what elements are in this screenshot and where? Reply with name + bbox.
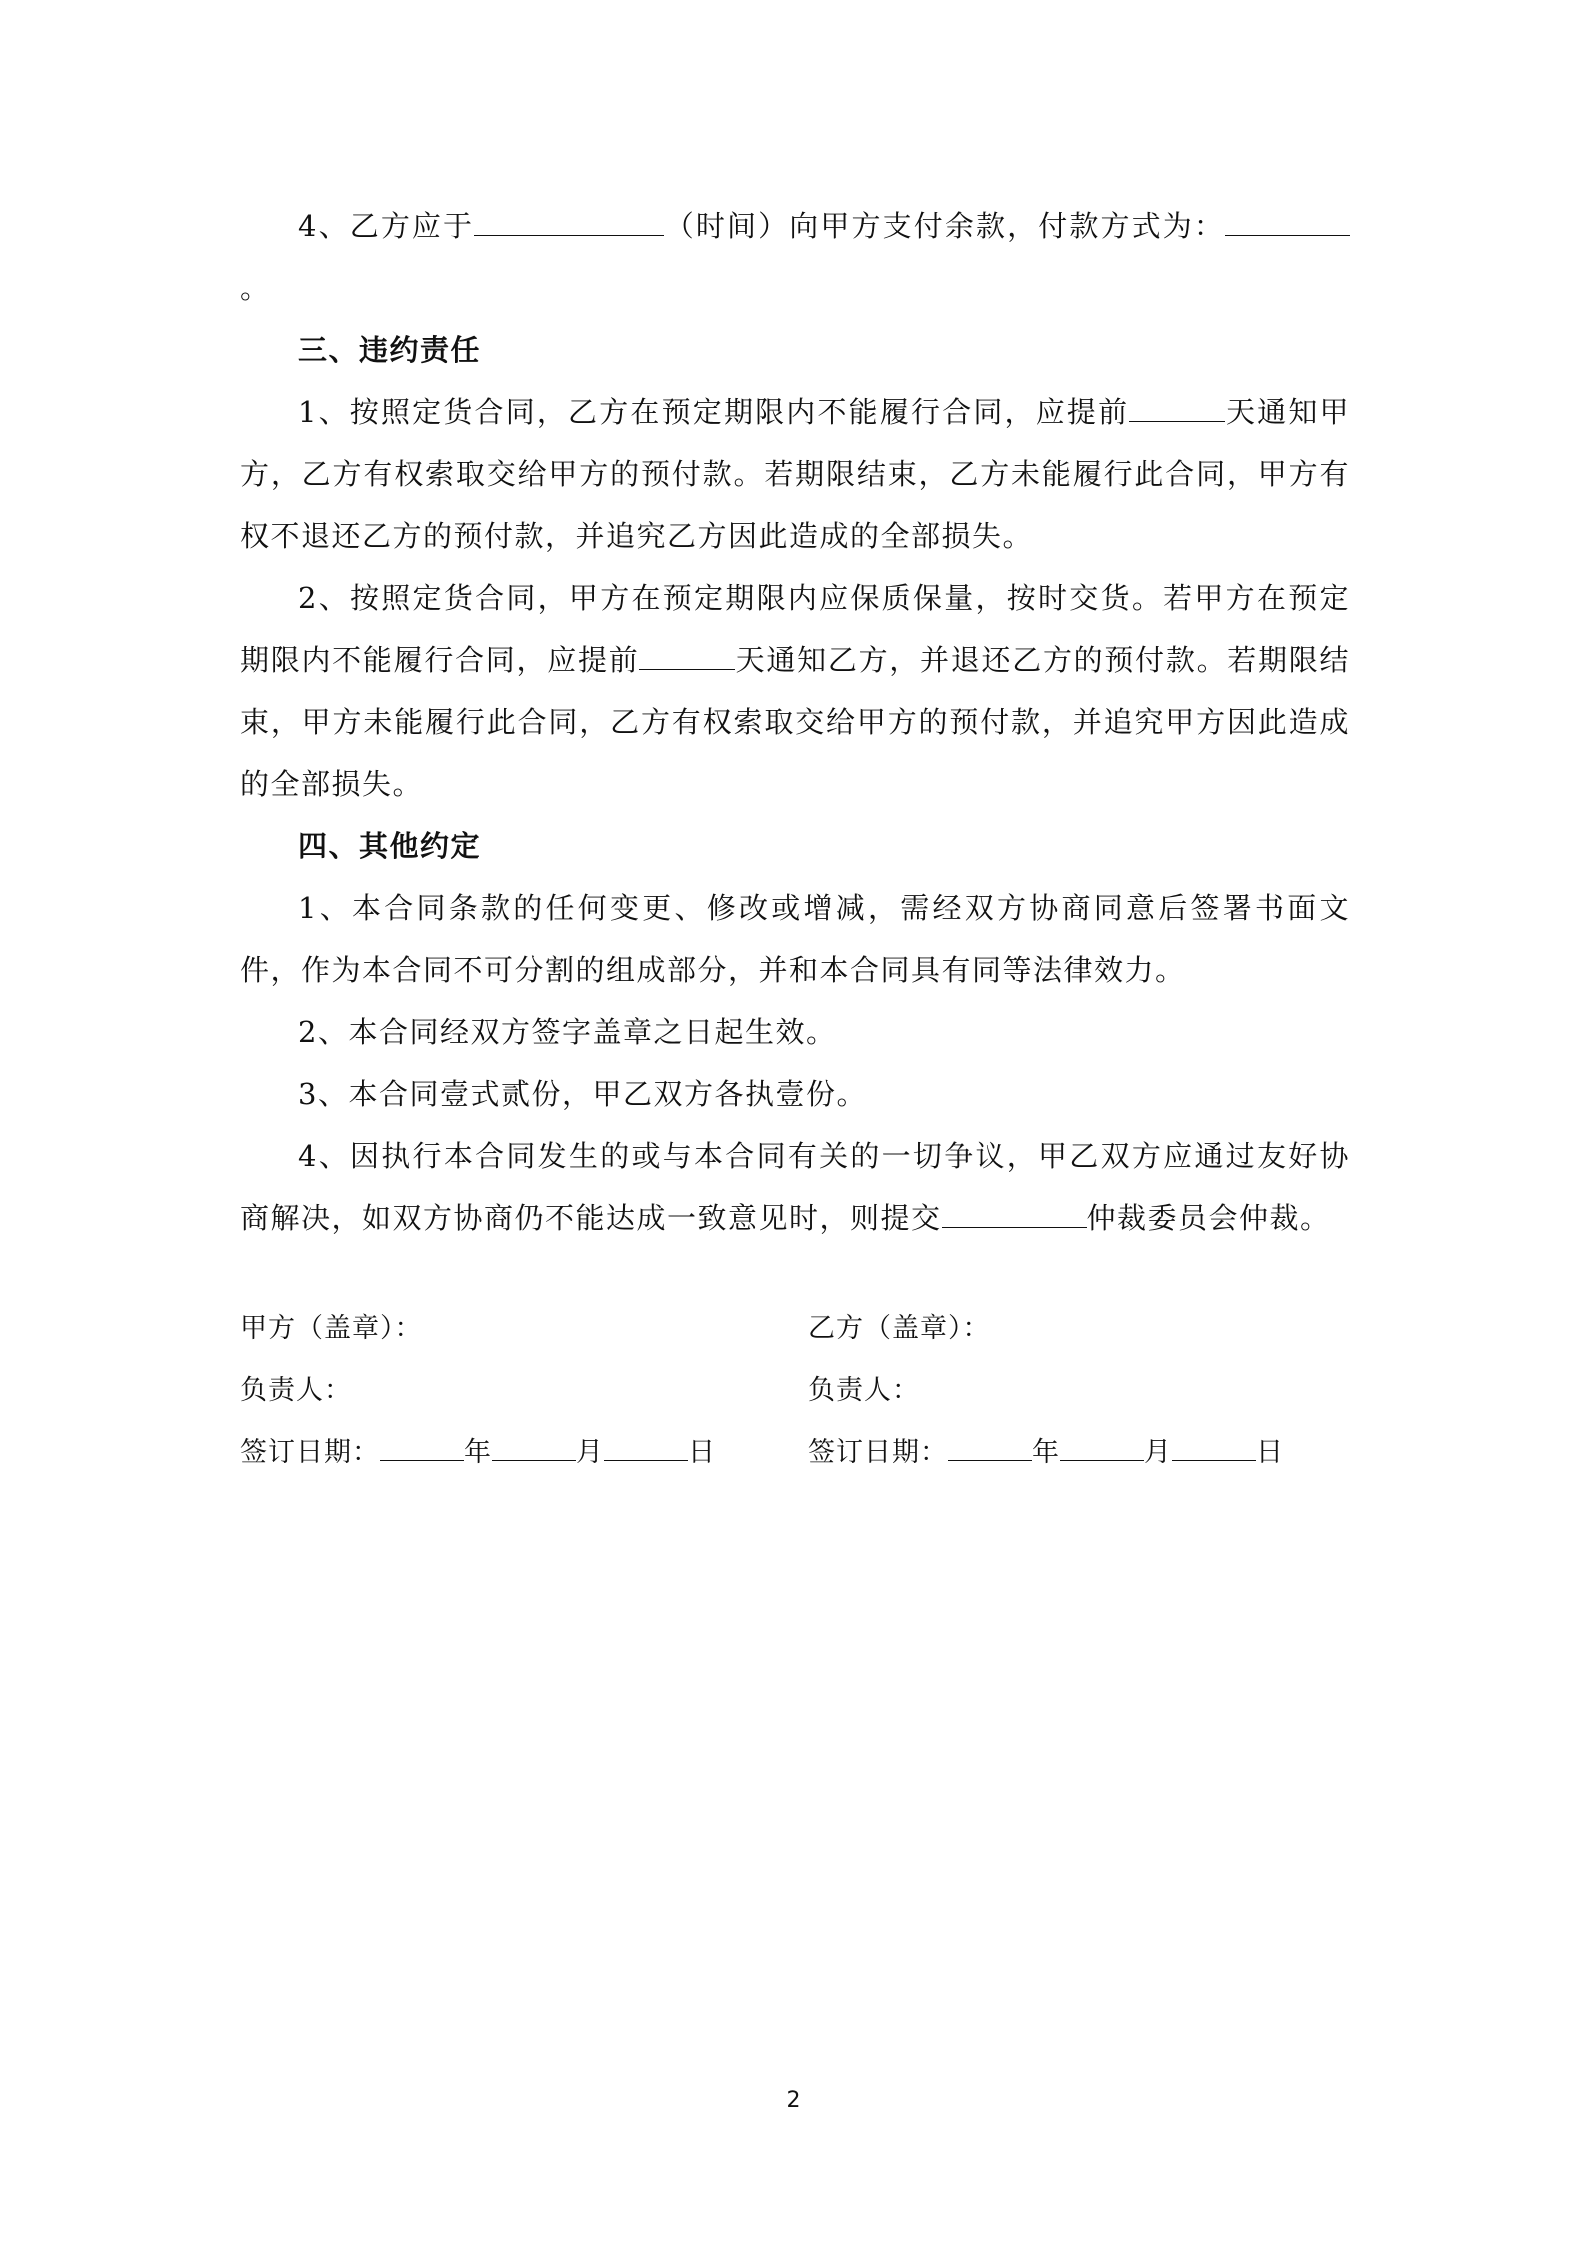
breach-clause-1 [240, 381, 1350, 567]
section-heading-breach: 三、违约责任 [298, 333, 482, 367]
other-clause-4 [240, 1125, 1350, 1249]
party-a-seal: 甲方（盖章）： [240, 1313, 423, 1344]
party-b-day-blank [1172, 1434, 1256, 1461]
payment-clause [240, 195, 1350, 319]
party-a-month-blank [492, 1434, 576, 1461]
breach-1-days-blank [1129, 393, 1225, 422]
party-a-signature-block [240, 1298, 800, 1484]
party-b-day-label: 日 [1256, 1437, 1284, 1468]
payment-time-blank [474, 207, 664, 236]
payment-clause-text-c: 。 [240, 271, 271, 305]
party-b-year-label: 年 [1032, 1437, 1060, 1468]
breach-clause-2-text-b: 天通知乙方，并退还乙方的预付款。若期限结束，甲方未能履行此合同，乙方有权索取交给甲方的预付款，并追究甲方因此造成的全部损失。 [240, 643, 1350, 801]
breach-clause-2-text-a: 2、按照定货合同，甲方在预定期限内应保质保量，按时交货。若甲方在预定期限内不能履行合同，应提前 [240, 581, 1350, 677]
breach-clause-2 [240, 567, 1350, 815]
party-b-person: 负责人： [808, 1375, 920, 1406]
party-a-date-label: 签订日期： [240, 1437, 380, 1468]
breach-clause-1-text-b: 天通知甲方，乙方有权索取交给甲方的预付款。若期限结束，乙方未能履行此合同，甲方有权不退还乙方的预付款，并追究乙方因此造成的全部损失。 [240, 395, 1350, 553]
party-b-month-blank [1060, 1434, 1144, 1461]
party-b-date [808, 1422, 1368, 1484]
party-a-year-label: 年 [464, 1437, 492, 1468]
other-clause-1: 1、本合同条款的任何变更、修改或增减，需经双方协商同意后签署书面文件，作为本合同不可分割的组成部分，并和本合同具有同等法律效力。 [240, 891, 1350, 987]
party-a-date [240, 1422, 800, 1484]
other-clause-4-text-b: 仲裁委员会仲裁。 [1086, 1201, 1331, 1235]
payment-method-blank [1225, 207, 1350, 236]
other-clause-3: 3、本合同壹式贰份，甲乙双方各执壹份。 [298, 1077, 867, 1111]
party-b-seal: 乙方（盖章）： [808, 1313, 991, 1344]
party-b-month-label: 月 [1144, 1437, 1172, 1468]
party-a-year-blank [380, 1434, 464, 1461]
party-b-signature-block [808, 1298, 1368, 1484]
page-number: 2 [786, 2088, 801, 2113]
breach-clause-1-text-a: 1、按照定货合同，乙方在预定期限内不能履行合同，应提前 [298, 395, 1130, 429]
party-a-day-label: 日 [688, 1437, 716, 1468]
section-heading-other: 四、其他约定 [298, 829, 482, 863]
contract-body [240, 195, 1350, 1249]
payment-clause-text-a: 4、乙方应于 [298, 209, 475, 243]
party-a-month-label: 月 [576, 1437, 604, 1468]
party-a-day-blank [604, 1434, 688, 1461]
breach-2-days-blank [639, 641, 735, 670]
party-b-year-blank [948, 1434, 1032, 1461]
party-a-person: 负责人： [240, 1375, 352, 1406]
payment-clause-text-b: （时间）向甲方支付余款，付款方式为： [664, 209, 1225, 243]
other-clause-4-text-a: 4、因执行本合同发生的或与本合同有关的一切争议，甲乙双方应通过友好协商解决，如双方协商仍不能达成一致意见时，则提交 [240, 1139, 1350, 1235]
party-b-date-label: 签订日期： [808, 1437, 948, 1468]
arbitration-blank [942, 1199, 1087, 1228]
other-clause-2: 2、本合同经双方签字盖章之日起生效。 [298, 1015, 837, 1049]
